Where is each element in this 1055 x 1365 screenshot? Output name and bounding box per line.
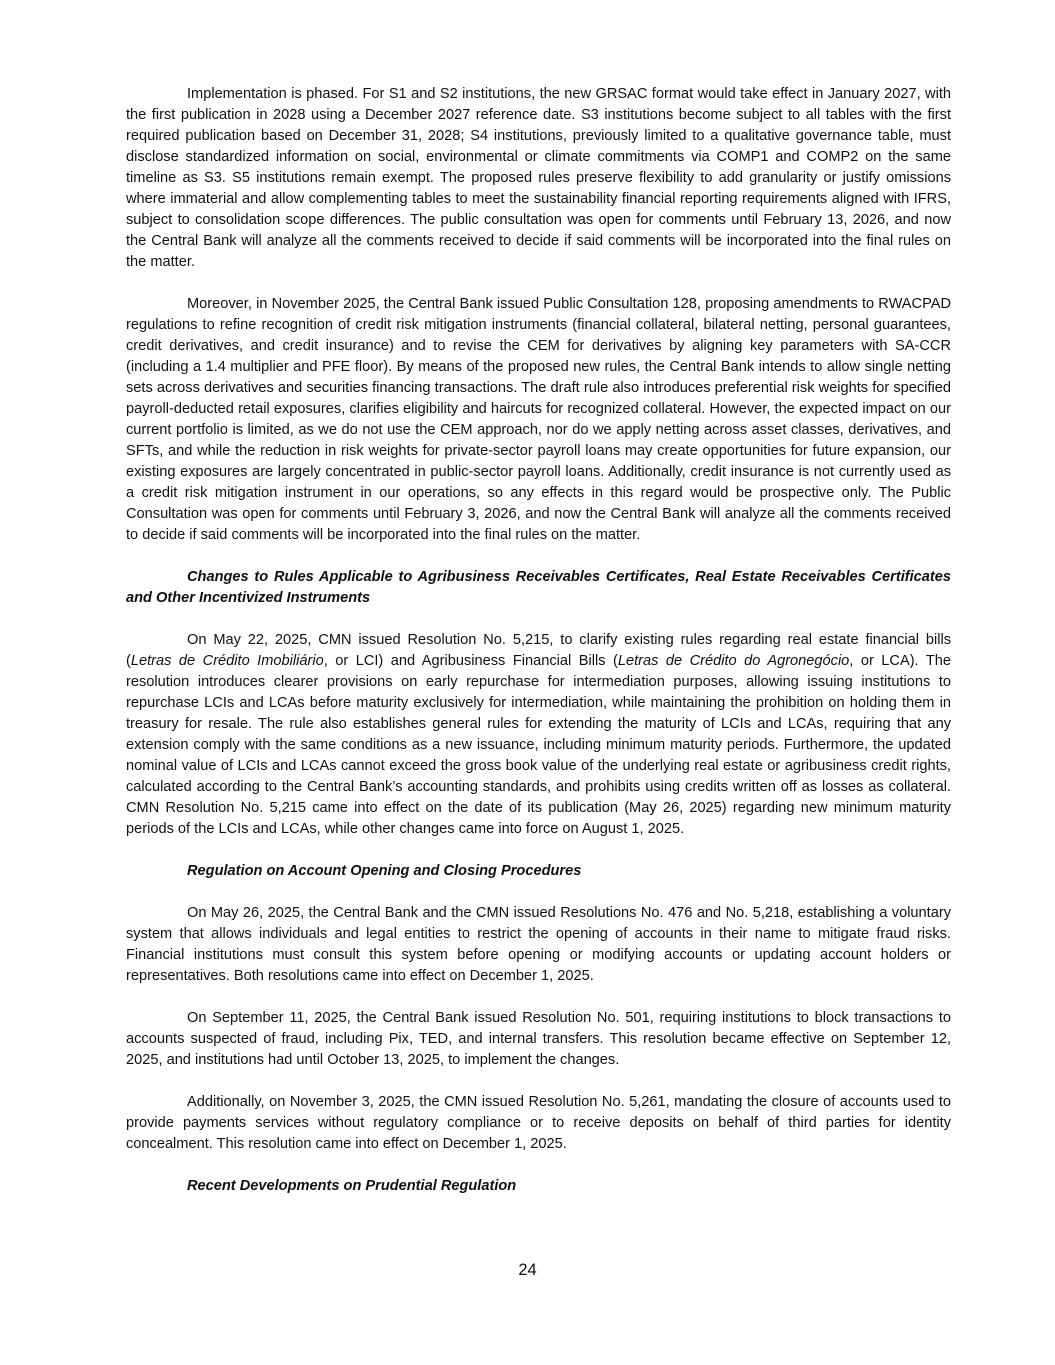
paragraph-resolution-5215-part-a: On May 22, 2025, CMN issued Resolution No. 5,215, to clarify existing rules regarding real estate financial bills ( — [126, 632, 951, 669]
paragraph-resolution-5215 — [126, 630, 951, 840]
page-number: 24 — [518, 1261, 537, 1279]
paragraph-public-consultation-128: Moreover, in November 2025, the Central Bank issued Public Consultation 128, proposing amendments to RWACPAD regulations to refine recognition of credit risk mitigation instruments (financial collateral, bilateral netting, personal guarantees, credit derivatives, and credit insurance) and to revise the CEM for derivatives by aligning key parameters with SA-CCR (including a 1.4 multiplier and PFE floor). By means of the proposed new rules, the Central Bank intends to allow single netting sets across derivatives and securities financing transactions. The draft rule also introduces preferential risk weights for specified payroll-deducted retail exposures, clarifies eligibility and haircuts for recognized collateral. However, the expected impact on our current portfolio is limited, as we do not use the CEM approach, nor do we apply netting across asset classes, derivatives, and SFTs, and while the reduction in risk weights for private-sector payroll loans may create opportunities for future expansion, our existing exposures are largely concentrated in public-sector payroll loans. Additionally, credit insurance is not currently used as a credit risk mitigation instrument in our operations, so any effects in this regard would be prospective only. The Public Consultation was open for comments until February 3, 2026, and now the Central Bank will analyze all the comments received to decide if said comments will be incorporated into the final rules on the matter. — [126, 296, 951, 543]
document-page — [126, 84, 951, 1218]
paragraph-resolutions-476-5218: On May 26, 2025, the Central Bank and the CMN issued Resolutions No. 476 and No. 5,218, establishing a voluntary system that allows individuals and legal entities to restrict the opening of accounts in their name to mitigate fraud risks. Financial institutions must consult this system before opening or modifying accounts or updating account holders or representatives. Both resolutions came into effect on December 1, 2025. — [126, 905, 951, 984]
heading-account-opening-closing: Regulation on Account Opening and Closing Procedures — [187, 863, 582, 879]
heading-agribusiness-real-estate-certificates: Changes to Rules Applicable to Agribusiness Receivables Certificates, Real Estate Receivables Certificates and Other Incentivized Instruments — [126, 569, 951, 606]
lca-term: Letras de Crédito do Agronegócio — [617, 653, 850, 669]
paragraph-resolution-5215-part-b: , or LCI) and Agribusiness Financial Bills ( — [323, 653, 618, 669]
paragraph-implementation-phased: Implementation is phased. For S1 and S2 institutions, the new GRSAC format would take effect in January 2027, with the first publication in 2028 using a December 2027 reference date. S3 institutions become subject to all tables with the first required publication based on December 31, 2028; S4 institutions, previously limited to a qualitative governance table, must disclose standardized information on social, environmental or climate commitments via COMP1 and COMP2 on the same timeline as S3. S5 institutions remain exempt. The proposed rules preserve flexibility to add granularity or justify omissions where immaterial and allow complementing tables to meet the sustainability financial reporting requirements aligned with IFRS, subject to consolidation scope differences. The public consultation was open for comments until February 13, 2026, and now the Central Bank will analyze all the comments received to decide if said comments will be incorporated into the final rules on the matter. — [126, 86, 951, 270]
lci-term: Letras de Crédito Imobiliário — [130, 653, 324, 669]
paragraph-resolution-5215-part-c: , or LCA). The resolution introduces clearer provisions on early repurchase for intermediation purposes, allowing issuing institutions to repurchase LCIs and LCAs before maturity exclusively for intermediation, while maintaining the prohibition on holding them in treasury for resale. The rule also establishes general rules for extending the maturity of LCIs and LCAs, requiring that any extension comply with the same conditions as a new issuance, including minimum maturity periods. Furthermore, the updated nominal value of LCIs and LCAs cannot exceed the gross book value of the underlying real estate or agribusiness credit rights, calculated according to the Central Bank’s accounting standards, and prohibits using credits written off as losses as collateral. CMN Resolution No. 5,215 came into effect on the date of its publication (May 26, 2025) regarding new minimum maturity periods of the LCIs and LCAs, while other changes came into force on August 1, 2025. — [126, 653, 951, 837]
heading-prudential-regulation: Recent Developments on Prudential Regulation — [187, 1178, 517, 1194]
paragraph-resolution-501: On September 11, 2025, the Central Bank issued Resolution No. 501, requiring institutions to block transactions to accounts suspected of fraud, including Pix, TED, and internal transfers. This resolution became effective on September 12, 2025, and institutions had until October 13, 2025, to implement the changes. — [126, 1010, 951, 1068]
paragraph-resolution-5261: Additionally, on November 3, 2025, the CMN issued Resolution No. 5,261, mandating the closure of accounts used to provide payments services without regulatory compliance or to receive deposits on behalf of third parties for identity concealment. This resolution came into effect on December 1, 2025. — [126, 1094, 951, 1152]
